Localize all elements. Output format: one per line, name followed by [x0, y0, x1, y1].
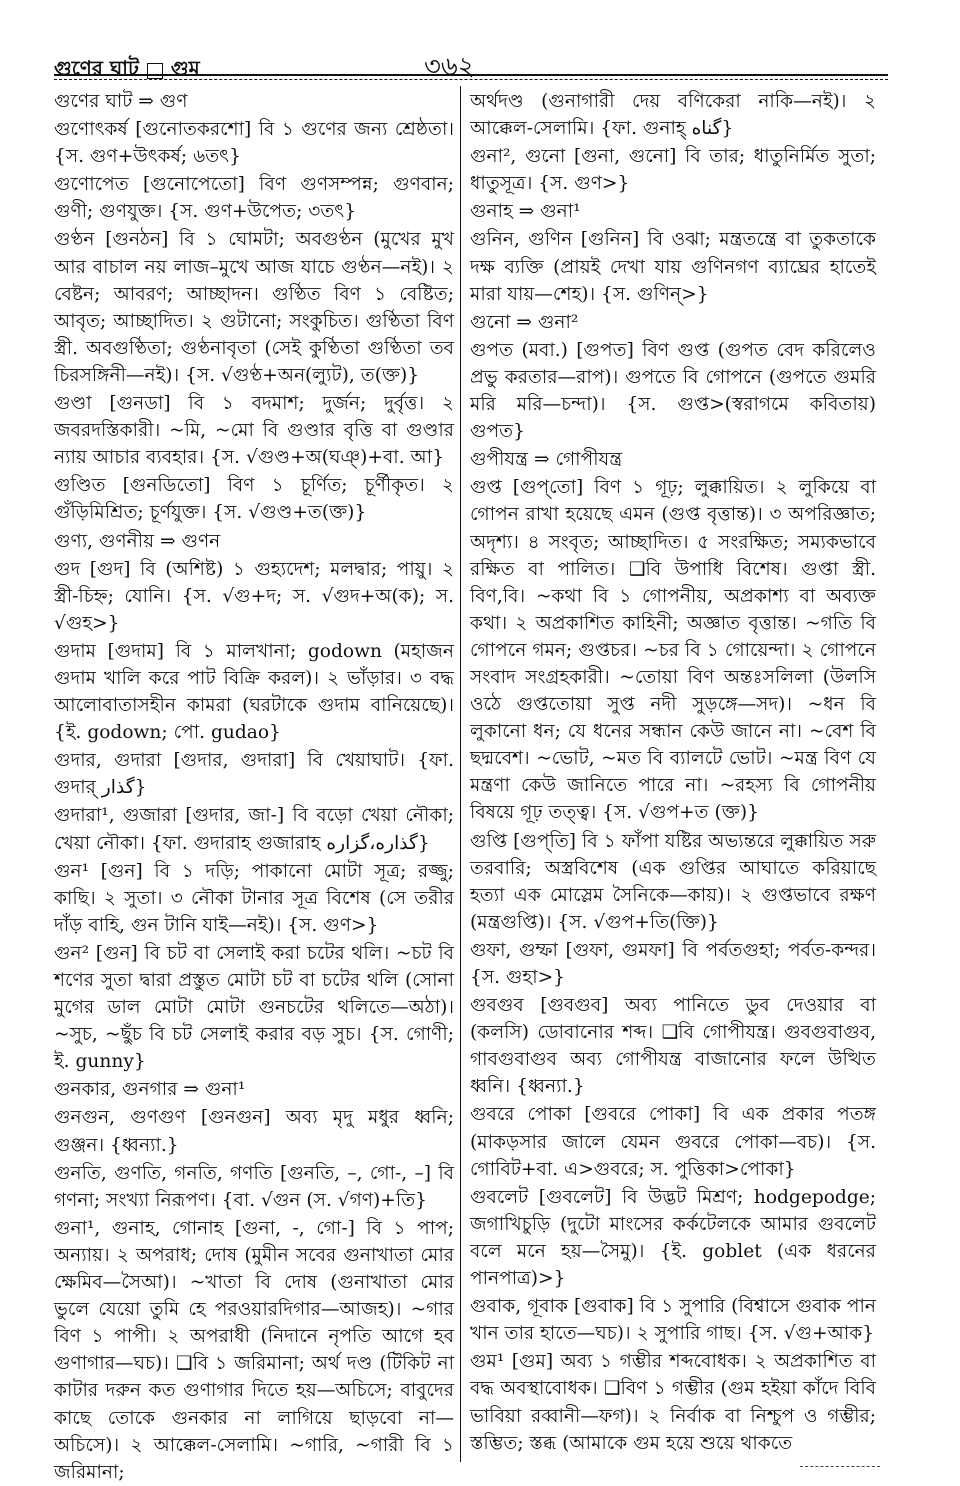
entry: গুনকার, গুনগার ⇒ গুনা¹ — [54, 1079, 246, 1101]
entry: গুনো ⇒ গুনা² — [470, 311, 579, 333]
running-head-end: গুম — [170, 56, 200, 80]
entry: গুবাক, গূবাক [গুবাক] বি ১ সুপারি (বিশ্বাসে গুবাক পান খান তার হাতে—ঘচ)। ২ সুপারি গাছ। {স. √গু+আক} — [470, 1296, 876, 1345]
entry: গুবরে পোকা [গুবরে পোকা] বি এক প্রকার পতঙ্গ (মাকড়সার জালে যেমন গুবরে পোকা—বচ)। {স. গোবিট+বা. এ>গুবরে; স. পুত্তিকা>পোকা} — [470, 1104, 876, 1180]
entry: গুণ্য, গুণনীয় ⇒ গুণন — [54, 530, 221, 552]
entry: গুণের ঘাট ⇒ গুণ — [54, 91, 188, 112]
left-column — [54, 88, 454, 1483]
footer-rule — [800, 1466, 880, 1467]
entry: গুফা, গুম্ফা [গুফা, গুমফা] বি পর্বতগুহা; পর্বত-কন্দর। {স. গুহা>} — [470, 939, 876, 988]
entry: অর্থদণ্ড (গুনাগারী দেয় বণিকেরা নাকি—নই)। ২ আক্কেল-সেলামি। {ফা. গুনাহ্ گناه} — [470, 91, 876, 140]
entry: গুনা¹, গুনাহ, গোনাহ [গুনা, -, গো-] বি ১ পাপ; অন্যায়। ২ অপরাধ; দোষ (মুমীন সবের গুনাখাতা মোর ক্ষেমিব—সৈআ)। ~খাতা বি দোষ (গুনাখাতা মোর ভুলে যেয়ো তুমি হে পরওয়ারদিগার—আজহ)। ~গার বিণ ১ পাপী। ২ অপরাধী (নিদানে নৃপতি আগে হব গুণাগার—ঘচ)। ❑বি ১ জরিমানা; অর্থ দণ্ড (টিকিট না কাটার দরুন কত গুণাগার দিতে হয়—অচিসে; বাবুদের কাছে তোকে গুনকার না লাগিয়ে ছাড়বো না—অচিসে)। ২ আক্কেল-সেলামি। ~গারি, ~গারী বি ১ জরিমানা; — [54, 1217, 454, 1483]
entry: গুদাম [গুদাম] বি ১ মালখানা; godown (মহাজন গুদাম খালি করে পাট বিক্রি করল)। ২ ভাঁড়ার। ৩ বদ্ধ আলোবাতাসহীন কামরা (ঘরটাকে গুদাম বানিয়েছে)। {ই. godown; পো. gudao} — [54, 640, 454, 744]
header-rule-dashed — [54, 79, 888, 80]
entry: গুন¹ [গুন] বি ১ দড়ি; পাকানো মোটা সূত্র; রজ্জু; কাছি। ২ সুতা। ৩ নৌকা টানার সূত্র বিশেষ (সে তরীর দাঁড় বাহি, গুন টানি যাই—নই)। {স. গুণ>} — [54, 860, 454, 936]
entry: গুদারা¹, গুজারা [গুদার, জা-] বি বড়ো খেয়া নৌকা; খেয়া নৌকা। {ফা. গুদারাহ গুজারাহ گذاره،گزاره} — [54, 805, 454, 854]
box-separator-icon — [147, 63, 163, 79]
entry: গুণোপেত [গুনোপেতো] বিণ গুণসম্পন্ন; গুণবান; গুণী; গুণযুক্ত। {স. গুণ+উপেত; ৩তৎ} — [54, 174, 454, 223]
running-head-start: গুণের ঘাট — [54, 56, 139, 80]
entry: গুপ্তি [গুপ্‌তি] বি ১ ফাঁপা যষ্টির অভ্যন্তরে লুক্কায়িত সরু তরবারি; অস্ত্রবিশেষ (এক গুপ্তির আঘাতে করিয়াছে হত্যা এক মোস্লেম সৈনিকে—কায়)। ২ গুপ্তভাবে রক্ষণ (মন্ত্রগুপ্তি)। {স. √গুপ+তি(ক্তি)} — [470, 830, 876, 933]
right-column — [470, 88, 876, 1458]
entry: গুবলেট [গুবলেট] বি উদ্ভট মিশ্রণ; hodgepodge; জগাখিচুড়ি (দুটো মাংসের কর্কটেলকে আমার গুবলেট বলে মনে হয়—সৈমু)। {ই. goblet (এক ধরনের পানপাত্র)>} — [470, 1186, 876, 1290]
entry: গুবগুব [গুবগুব] অব্য পানিতে ডুব দেওয়ার বা (কলসি) ডোবানোর শব্দ। ❑বি গোপীযন্ত্র। গুবগুবাগুব, গাবগুবাগুব অব্য গোপীযন্ত্র বাজানোর ফলে উত্থিত ধ্বনি। {ধ্বন্যা.} — [470, 995, 876, 1098]
page-number: ৩৬২ — [424, 52, 475, 82]
entry: গুনগুন, গুণগুণ [গুনগুন] অব্য মৃদু মধুর ধ্বনি; গুঞ্জন। {ধ্বন্যা.} — [54, 1107, 454, 1156]
entry: গুনা², গুনো [গুনা, গুনো] বি তার; ধাতুনির্মিত সুতা; ধাতুসূত্র। {স. গুণ>} — [470, 146, 876, 195]
entry: গুপত (মবা.) [গুপত] বিণ গুপ্ত (গুপত বেদ করিলেও প্রভু করতার—রাপ)। গুপতে বি গোপনে (গুপতে গুমরি মরি মরি—চন্দা)। {স. গুপ্ত>(স্বরাগমে কবিতায়) গুপত} — [470, 339, 876, 443]
column-divider — [460, 86, 461, 1462]
entry: গুনাহ ⇒ গুনা¹ — [470, 201, 581, 223]
entry: গুদ [গুদ] বি (অশিষ্ট) ১ গুহ্যদেশ; মলদ্বার; পায়ু। ২ স্ত্রী-চিহ্ন; যোনি। {স. √গু+দ; স. √গুদ+অ(ক); স. √গুহ>} — [54, 558, 454, 634]
running-head — [54, 54, 200, 87]
entry: গুম¹ [গুম] অব্য ১ গম্ভীর শব্দবোধক। ২ অপ্রকাশিত বা বদ্ধ অবস্থাবোধক। ❑বিণ ১ গম্ভীর (গুম হইয়া কাঁদে বিবি ভাবিয়া রব্বানী—ফগ)। ২ নির্বাক বা নিশ্চুপ ও গম্ভীর; স্তম্ভিত; স্তব্ধ (আমাকে গুম হয়ে শুয়ে থাকতে — [470, 1351, 876, 1454]
entry: গুন² [গুন] বি চট বা সেলাই করা চটের থলি। ~চট বি শণের সুতা দ্বারা প্রস্তুত মোটা চট বা চটের থলি (সোনা মুগের ডাল মোটা মোটা গুনচটের থলিতে—অঠা)। ~সুচ, ~ছুঁচ বি চট সেলাই করার বড় সুচ। {স. গোণী; ই. gunny} — [54, 942, 454, 1073]
entry: গুনতি, গুণতি, গনতি, গণতি [গুনতি, –, গো-, –] বি গণনা; সংখ্যা নিরূপণ। {বা. √গুন (স. √গণ)+তি} — [54, 1162, 454, 1211]
entry: গুপ্ত [গুপ্‌তো] বিণ ১ গূঢ়; লুক্কায়িত। ২ লুকিয়ে বা গোপন রাখা হয়েছে এমন (গুপ্ত বৃত্তান্ত)। ৩ অপরিজ্ঞাত; অদৃশ্য। ৪ সংবৃত; আচ্ছাদিত। ৫ সংরক্ষিত; সম্যকভাবে রক্ষিত বা পালিত। ❑বি উপাধি বিশেষ। গুপ্তা স্ত্রী. বিণ,বি। ~কথা বি ১ গোপনীয়, অপ্রকাশ্য বা অব্যক্ত কথা। ২ অপ্রকাশিত কাহিনী; অজ্ঞাত বৃত্তান্ত। ~গতি বি গোপনে গমন; গুপ্তচর। ~চর বি ১ গোয়েন্দা। ২ গোপনে সংবাদ সংগ্রহকারী। ~তোয়া বিণ অন্তঃসলিলা (উলসি ওঠে গুপ্ততোয়া সুপ্ত নদী সুড়ঙ্গে—সদ)। ~ধন বি লুকানো ধন; যে ধনের সন্ধান কেউ জানে না। ~বেশ বি ছদ্মবেশ। ~ভোট, ~মত বি ব্যালটে ভোট। ~মন্ত্র বিণ যে মন্ত্রণা কেউ জানিতে পারে না। ~রহস্য বি গোপনীয় বিষয়ে গূঢ় তত্ত্ব। {স. √গুপ+ত (ক্ত)} — [470, 477, 876, 824]
entry: গুনিন, গুণিন [গুনিন] বি ওঝা; মন্ত্রতন্ত্রে বা তুকতাকে দক্ষ ব্যক্তি (প্রায়ই দেখা যায় গুণিনগণ ব্যাঘ্রের হাতেই মারা যায়—শেহ)। {স. গুণিন্>} — [470, 229, 876, 305]
entry: গুণ্ডা [গুনডা] বি ১ বদমাশ; দুর্জন; দুর্বৃত্ত। ২ জবরদস্তিকারী। ~মি, ~মো বি গুণ্ডার বৃত্তি বা গুণ্ডার ন্যায় আচার ব্যবহার। {স. √গুণ্ড+অ(ঘঞ্)+বা. আ} — [54, 393, 454, 469]
entry: গুপীযন্ত্র ⇒ গোপীযন্ত্র — [470, 449, 623, 471]
entry: গুণ্ডিত [গুনডিতো] বিণ ১ চূর্ণিত; চূর্ণীকৃত। ২ গুঁড়িমিশ্রিত; চূর্ণযুক্ত। {স. √গুণ্ড+ত(ক্ত)} — [54, 475, 454, 524]
header-rule — [54, 74, 888, 76]
entry: গুণ্ঠন [গুনঠন] বি ১ ঘোমটা; অবগুণ্ঠন (মুখের মুখ আর বাচাল নয় লাজ–মুখে আজ যাচে গুণ্ঠন—নই)। ২ বেষ্টন; আবরণ; আচ্ছাদন। গুণ্ঠিত বিণ ১ বেষ্টিত; আবৃত; আচ্ছাদিত। ২ গুটানো; সংকুচিত। গুণ্ঠিতা বিণ স্ত্রী. অবগুণ্ঠিতা; গুণ্ঠনাবৃতা (সেই কুণ্ঠিতা গুণ্ঠিতা তব চিরসঙ্গিনী—নই)। {স. √গুণ্ঠ+অন(ল্যুট), ত(ক্ত)} — [54, 229, 454, 386]
entry: গুদার, গুদারা [গুদার, গুদারা] বি খেয়াঘাট। {ফা. গুদার্ گذار} — [54, 750, 454, 799]
entry: গুণোৎকর্ষ [গুনোতকরশো] বি ১ গুণের জন্য শ্রেষ্ঠতা। {স. গুণ+উৎকর্ষ; ৬তৎ} — [54, 119, 454, 168]
